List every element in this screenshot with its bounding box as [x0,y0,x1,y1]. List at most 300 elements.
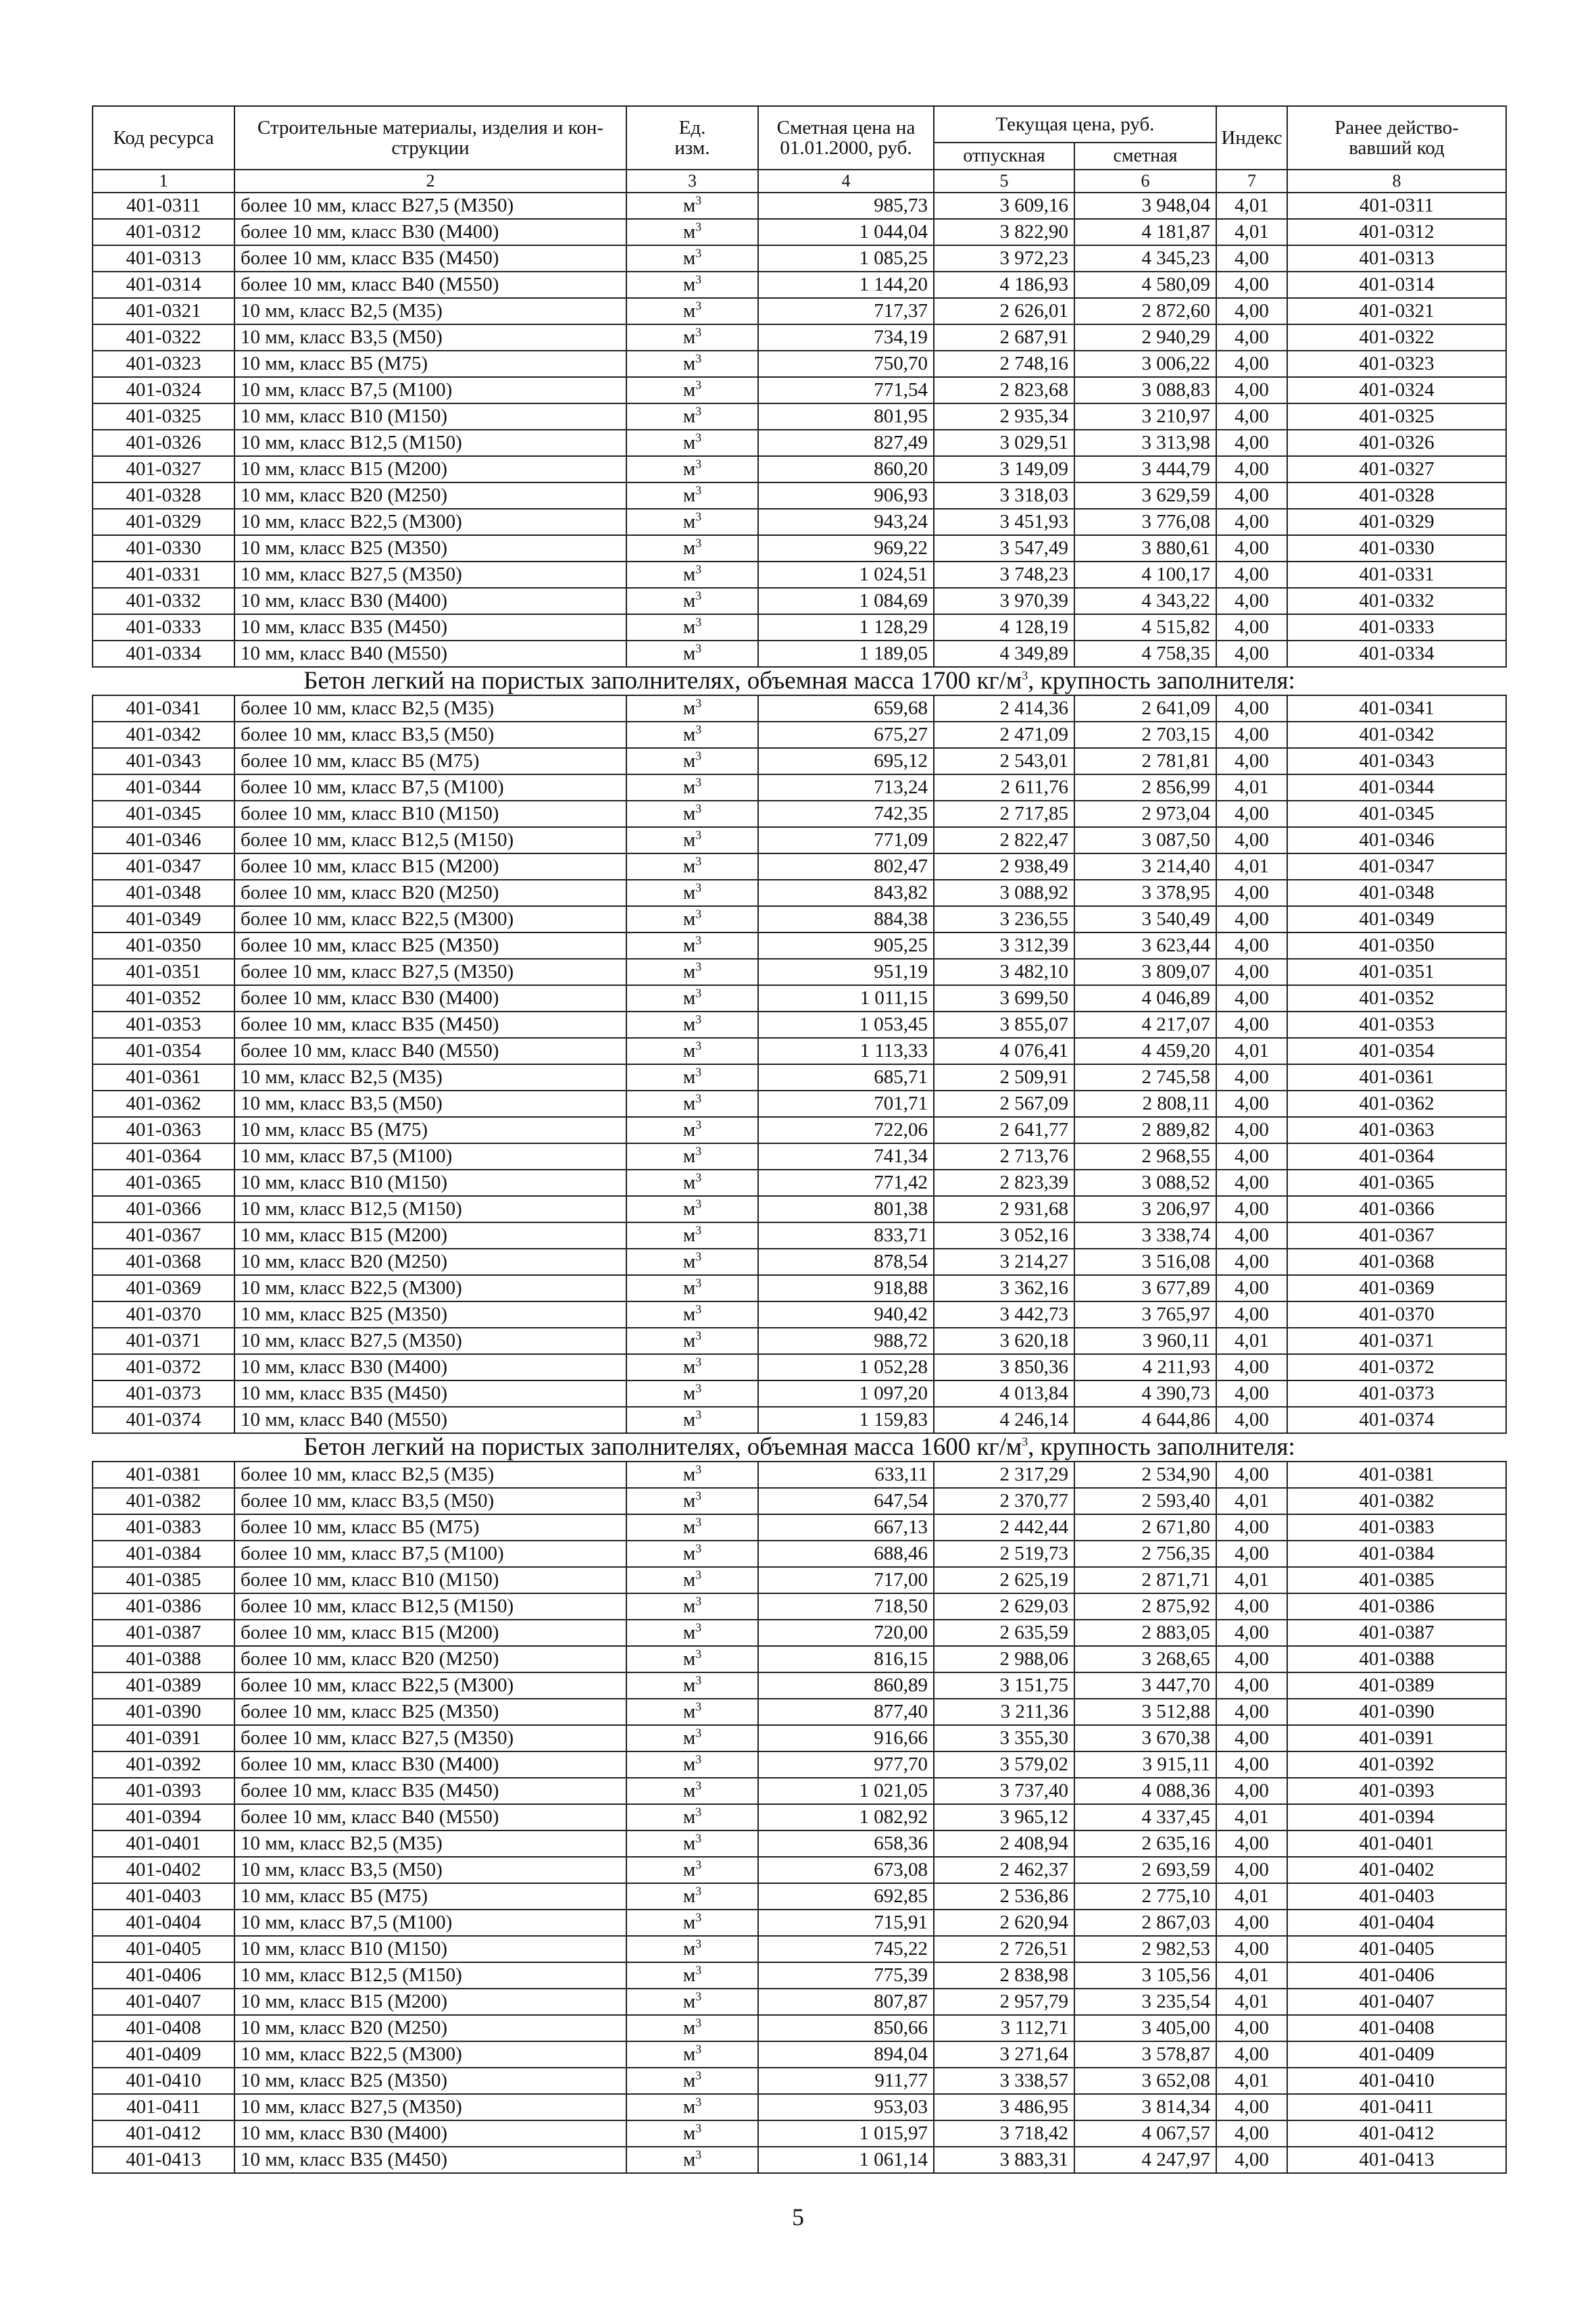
base-price: 911,77 [758,2068,934,2094]
material-name: более 10 мм, класс В27,5 (М350) [234,959,626,985]
estimate-price: 3 087,50 [1074,827,1216,853]
resource-code: 401-0354 [93,1038,234,1064]
base-price: 701,71 [758,1091,934,1117]
unit-text: м [682,353,696,374]
material-name: более 10 мм, класс В15 (М200) [234,853,626,880]
table-row [93,1091,1506,1117]
estimate-price: 4 217,07 [1074,1012,1216,1038]
unit-text: м [682,1330,696,1351]
material-name: 10 мм, класс В7,5 (М100) [234,1910,626,1936]
material-name: 10 мм, класс В35 (М450) [234,1380,626,1407]
material-name: 10 мм, класс В22,5 (М300) [234,509,626,535]
release-price: 3 547,49 [934,535,1074,562]
index-value: 4,00 [1216,1593,1287,1620]
table-row [93,985,1506,1012]
unit: $м^3$ [626,482,758,509]
material-name: более 10 мм, класс В40 (М550) [234,272,626,298]
release-price: 2 931,68 [934,1196,1074,1222]
index-value: 4,00 [1216,1117,1287,1143]
base-price: 667,13 [758,1514,934,1541]
material-name: 10 мм, класс В10 (М150) [234,403,626,430]
index-value: 4,00 [1216,985,1287,1012]
release-price: 2 957,79 [934,1989,1074,2015]
unit: $м^3$ [626,1699,758,1725]
previous-code: 401-0354 [1287,1038,1506,1064]
table-row [93,1567,1506,1593]
previous-code: 401-0331 [1287,562,1506,588]
index-value: 4,00 [1216,1091,1287,1117]
material-name: более 10 мм, класс В27,5 (М350) [234,1725,626,1751]
unit-text: м [682,274,696,295]
resource-code: 401-0406 [93,1962,234,1989]
material-name: 10 мм, класс В30 (М400) [234,588,626,614]
unit-text: м [682,1040,696,1062]
release-price: 2 625,19 [934,1567,1074,1593]
unit: $м^3$ [626,1380,758,1407]
column-number: 1 [93,170,234,193]
release-price: 2 471,09 [934,722,1074,748]
index-value: 4,00 [1216,2015,1287,2041]
column-number: 6 [1074,170,1216,193]
base-price: 734,19 [758,324,934,351]
base-price: 771,54 [758,377,934,403]
estimate-price: 3 814,34 [1074,2094,1216,2120]
release-price: 2 509,91 [934,1064,1074,1091]
unit: $м^3$ [626,456,758,482]
release-price: 3 312,39 [934,932,1074,959]
material-name: более 10 мм, класс В10 (М150) [234,1567,626,1593]
unit-text: м [682,2149,696,2170]
release-price: 3 486,95 [934,2094,1074,2120]
estimate-price: 3 809,07 [1074,959,1216,985]
index-value: 4,00 [1216,1012,1287,1038]
table-row [93,880,1506,906]
previous-code: 401-0332 [1287,588,1506,614]
estimate-price: 2 875,92 [1074,1593,1216,1620]
previous-code: 401-0371 [1287,1328,1506,1354]
estimate-price: 4 211,93 [1074,1354,1216,1380]
unit-text: м [682,1172,696,1193]
unit-text: м [682,803,696,824]
unit: $м^3$ [626,722,758,748]
unit-text: м [682,1224,696,1246]
base-price: 695,12 [758,748,934,774]
index-value: 4,00 [1216,1249,1287,1275]
section-title: Бетон легкий на пористых заполнителях, объемная масса 1700 $кг/м^3$, крупность заполнителя: [93,667,1506,695]
index-value: 4,00 [1216,880,1287,906]
header-unit-line2: изм. [674,137,710,159]
previous-code: 401-0413 [1287,2147,1506,2173]
index-value: 4,00 [1216,748,1287,774]
release-price: 2 519,73 [934,1541,1074,1567]
index-value: 4,00 [1216,562,1287,588]
unit-text: м [682,221,696,243]
material-name: более 10 мм, класс В35 (М450) [234,245,626,272]
material-name: более 10 мм, класс В22,5 (М300) [234,1672,626,1699]
table-row [93,959,1506,985]
resource-code: 401-0347 [93,853,234,880]
resource-code: 401-0385 [93,1567,234,1593]
release-price: 3 609,16 [934,193,1074,219]
unit-text: м [682,616,696,638]
base-price: 658,36 [758,1831,934,1857]
base-price: 745,22 [758,1936,934,1962]
material-name: 10 мм, класс В7,5 (М100) [234,1143,626,1170]
index-value: 4,01 [1216,1804,1287,1831]
base-price: 633,11 [758,1462,934,1488]
estimate-price: 2 745,58 [1074,1064,1216,1091]
unit-text: м [682,724,696,745]
unit-text: м [682,1833,696,1854]
unit-text: м [682,1277,696,1299]
table-row [93,695,1506,722]
previous-code: 401-0330 [1287,535,1506,562]
base-price: 647,54 [758,1488,934,1514]
table-row [93,403,1506,430]
resource-code: 401-0369 [93,1275,234,1301]
index-value: 4,00 [1216,1143,1287,1170]
release-price: 4 076,41 [934,1038,1074,1064]
price-table [92,105,1507,2174]
index-value: 4,00 [1216,614,1287,641]
previous-code: 401-0390 [1287,1699,1506,1725]
estimate-price: 3 512,88 [1074,1699,1216,1725]
index-value: 4,01 [1216,1038,1287,1064]
material-name: более 10 мм, класс В35 (М450) [234,1778,626,1804]
resource-code: 401-0350 [93,932,234,959]
previous-code: 401-0313 [1287,245,1506,272]
resource-code: 401-0412 [93,2120,234,2147]
release-price: 4 186,93 [934,272,1074,298]
table-row [93,722,1506,748]
previous-code: 401-0383 [1287,1514,1506,1541]
unit-text: м [682,1806,696,1828]
resource-code: 401-0413 [93,2147,234,2173]
unit-text: м [682,1595,696,1617]
index-value: 4,00 [1216,456,1287,482]
table-row [93,2015,1506,2041]
header-index: Индекс [1216,106,1287,170]
previous-code: 401-0327 [1287,456,1506,482]
unit: $м^3$ [626,2120,758,2147]
base-price: 977,70 [758,1751,934,1778]
estimate-price: 3 405,00 [1074,2015,1216,2041]
resource-code: 401-0407 [93,1989,234,2015]
unit: $м^3$ [626,298,758,324]
table-row [93,774,1506,801]
unit-text: м [682,1409,696,1430]
unit-text: м [682,855,696,877]
previous-code: 401-0351 [1287,959,1506,985]
estimate-price: 2 973,04 [1074,801,1216,827]
resource-code: 401-0404 [93,1910,234,1936]
unit: $м^3$ [626,1567,758,1593]
resource-code: 401-0402 [93,1857,234,1883]
table-row [93,932,1506,959]
table-header [93,106,1506,193]
unit: $м^3$ [626,748,758,774]
base-price: 833,71 [758,1222,934,1249]
base-price: 816,15 [758,1646,934,1672]
base-price: 1 144,20 [758,272,934,298]
table-row [93,1222,1506,1249]
unit: $м^3$ [626,219,758,245]
unit-text: м [682,195,696,216]
previous-code: 401-0365 [1287,1170,1506,1196]
unit: $м^3$ [626,1012,758,1038]
base-price: 1 128,29 [758,614,934,641]
index-value: 4,00 [1216,430,1287,456]
previous-code: 401-0409 [1287,2041,1506,2068]
estimate-price: 2 781,81 [1074,748,1216,774]
resource-code: 401-0344 [93,774,234,801]
release-price: 3 214,27 [934,1249,1074,1275]
material-name: 10 мм, класс В12,5 (М150) [234,1962,626,1989]
base-price: 850,66 [758,2015,934,2041]
table-row [93,853,1506,880]
previous-code: 401-0345 [1287,801,1506,827]
index-value: 4,00 [1216,509,1287,535]
previous-code: 401-0368 [1287,1249,1506,1275]
previous-code: 401-0366 [1287,1196,1506,1222]
material-name: 10 мм, класс В30 (М400) [234,2120,626,2147]
unit-text: м [682,1991,696,2012]
previous-code: 401-0352 [1287,985,1506,1012]
index-value: 4,00 [1216,1222,1287,1249]
header-name-line2: струкции [391,137,470,159]
unit: $м^3$ [626,324,758,351]
unit: $м^3$ [626,1778,758,1804]
material-name: 10 мм, класс В10 (М150) [234,1170,626,1196]
table-row [93,1620,1506,1646]
unit: $м^3$ [626,535,758,562]
index-value: 4,00 [1216,1462,1287,1488]
previous-code: 401-0322 [1287,324,1506,351]
unit: $м^3$ [626,245,758,272]
estimate-price: 3 313,98 [1074,430,1216,456]
table-row [93,588,1506,614]
table-row [93,748,1506,774]
unit: $м^3$ [626,801,758,827]
unit-text: м [682,1464,696,1485]
base-price: 1 021,05 [758,1778,934,1804]
material-name: более 10 мм, класс В12,5 (М150) [234,827,626,853]
release-price: 2 370,77 [934,1488,1074,1514]
index-value: 4,00 [1216,588,1287,614]
previous-code: 401-0403 [1287,1883,1506,1910]
release-price: 3 972,23 [934,245,1074,272]
table-row [93,1301,1506,1328]
resource-code: 401-0365 [93,1170,234,1196]
table-row [93,1778,1506,1804]
table-row [93,1514,1506,1541]
table-row [93,456,1506,482]
estimate-price: 3 915,11 [1074,1751,1216,1778]
release-price: 2 629,03 [934,1593,1074,1620]
material-name: 10 мм, класс В27,5 (М350) [234,562,626,588]
previous-code: 401-0312 [1287,219,1506,245]
section-title: Бетон легкий на пористых заполнителях, объемная масса 1600 $кг/м^3$, крупность заполнителя: [93,1433,1506,1462]
index-value: 4,00 [1216,1936,1287,1962]
unit: $м^3$ [626,880,758,906]
previous-code: 401-0325 [1287,403,1506,430]
column-number: 3 [626,170,758,193]
previous-code: 401-0369 [1287,1275,1506,1301]
unit: $м^3$ [626,1725,758,1751]
table-row [93,1699,1506,1725]
unit: $м^3$ [626,906,758,932]
index-value: 4,00 [1216,641,1287,667]
previous-code: 401-0314 [1287,272,1506,298]
previous-code: 401-0349 [1287,906,1506,932]
material-name: 10 мм, класс В20 (М250) [234,482,626,509]
unit: $м^3$ [626,1275,758,1301]
base-price: 1 015,97 [758,2120,934,2147]
resource-code: 401-0361 [93,1064,234,1091]
unit: $м^3$ [626,1249,758,1275]
unit-text: м [682,1938,696,1960]
previous-code: 401-0347 [1287,853,1506,880]
material-name: более 10 мм, класс В40 (М550) [234,1804,626,1831]
table-row [93,272,1506,298]
base-price: 1 061,14 [758,2147,934,2173]
index-value: 4,00 [1216,1380,1287,1407]
material-name: 10 мм, класс В5 (М75) [234,1883,626,1910]
previous-code: 401-0391 [1287,1725,1506,1751]
base-price: 713,24 [758,774,934,801]
unit-text: м [682,643,696,664]
unit: $м^3$ [626,827,758,853]
release-price: 4 013,84 [934,1380,1074,1407]
estimate-price: 3 948,04 [1074,193,1216,219]
unit-text: м [682,1198,696,1220]
table-row [93,1038,1506,1064]
table-row [93,1380,1506,1407]
unit: $м^3$ [626,1910,758,1936]
estimate-price: 3 006,22 [1074,351,1216,377]
column-number: 7 [1216,170,1287,193]
estimate-price: 3 776,08 [1074,509,1216,535]
header-unit-line1: Ед. [678,117,706,139]
previous-code: 401-0311 [1287,193,1506,219]
header-release-price: отпускная [934,143,1074,170]
base-price: 720,00 [758,1620,934,1646]
estimate-price: 4 100,17 [1074,562,1216,588]
unit: $м^3$ [626,1064,758,1091]
material-name: 10 мм, класс В7,5 (М100) [234,377,626,403]
section-title-text: Бетон легкий на пористых заполнителях, объемная масса 1700 кг/м [303,667,1022,695]
previous-code: 401-0353 [1287,1012,1506,1038]
table-row [93,1593,1506,1620]
unit-text: м [682,2122,696,2144]
previous-code: 401-0393 [1287,1778,1506,1804]
unit: $м^3$ [626,641,758,667]
base-price: 877,40 [758,1699,934,1725]
resource-code: 401-0353 [93,1012,234,1038]
previous-code: 401-0394 [1287,1804,1506,1831]
unit: $м^3$ [626,2094,758,2120]
unit-text: м [682,1648,696,1670]
base-price: 1 084,69 [758,588,934,614]
header-unit [626,106,758,170]
material-name: более 10 мм, класс В20 (М250) [234,1646,626,1672]
base-price: 906,93 [758,482,934,509]
unit: $м^3$ [626,695,758,722]
previous-code: 401-0407 [1287,1989,1506,2015]
header-estimate-price: сметная [1074,143,1216,170]
previous-code: 401-0401 [1287,1831,1506,1857]
index-value: 4,00 [1216,1620,1287,1646]
index-value: 4,00 [1216,298,1287,324]
base-price: 1 011,15 [758,985,934,1012]
base-price: 884,38 [758,906,934,932]
release-price: 3 620,18 [934,1328,1074,1354]
estimate-price: 4 067,57 [1074,2120,1216,2147]
unit-text: м [682,1912,696,1933]
material-name: более 10 мм, класс В27,5 (М350) [234,193,626,219]
index-value: 4,00 [1216,2147,1287,2173]
estimate-price: 4 644,86 [1074,1407,1216,1433]
release-price: 2 620,94 [934,1910,1074,1936]
base-price: 802,47 [758,853,934,880]
previous-code: 401-0326 [1287,430,1506,456]
unit: $м^3$ [626,1751,758,1778]
unit: $м^3$ [626,193,758,219]
table-row [93,1170,1506,1196]
base-price: 1 082,92 [758,1804,934,1831]
unit-text: м [682,1964,696,1986]
previous-code: 401-0388 [1287,1646,1506,1672]
table-row [93,1936,1506,1962]
release-price: 3 338,57 [934,2068,1074,2094]
section-title-suffix: , крупность заполнителя: [1028,1433,1295,1461]
resource-code: 401-0324 [93,377,234,403]
release-price: 3 362,16 [934,1275,1074,1301]
resource-code: 401-0330 [93,535,234,562]
release-price: 2 567,09 [934,1091,1074,1117]
release-price: 2 462,37 [934,1857,1074,1883]
index-value: 4,00 [1216,245,1287,272]
table-row [93,562,1506,588]
base-price: 916,66 [758,1725,934,1751]
base-price: 717,00 [758,1567,934,1593]
unit: $м^3$ [626,1328,758,1354]
table-row [93,906,1506,932]
estimate-price: 3 378,95 [1074,880,1216,906]
estimate-price: 2 871,71 [1074,1567,1216,1593]
estimate-price: 2 635,16 [1074,1831,1216,1857]
estimate-price: 2 693,59 [1074,1857,1216,1883]
table-row [93,193,1506,219]
resource-code: 401-0346 [93,827,234,853]
material-name: 10 мм, класс В2,5 (М35) [234,298,626,324]
index-value: 4,00 [1216,906,1287,932]
index-value: 4,00 [1216,482,1287,509]
material-name: более 10 мм, класс В40 (М550) [234,1038,626,1064]
estimate-price: 3 338,74 [1074,1222,1216,1249]
index-value: 4,00 [1216,801,1287,827]
column-number: 4 [758,170,934,193]
release-price: 2 938,49 [934,853,1074,880]
index-value: 4,01 [1216,774,1287,801]
estimate-price: 2 534,90 [1074,1462,1216,1488]
base-price: 692,85 [758,1883,934,1910]
unit: $м^3$ [626,1143,758,1170]
resource-code: 401-0333 [93,614,234,641]
previous-code: 401-0329 [1287,509,1506,535]
previous-code: 401-0404 [1287,1910,1506,1936]
previous-code: 401-0372 [1287,1354,1506,1380]
